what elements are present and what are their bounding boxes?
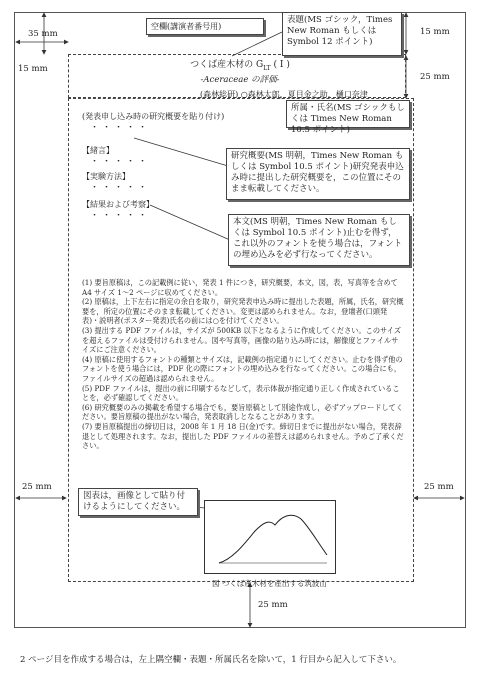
figure-image — [204, 500, 336, 574]
dots-3: ・・・・・ — [90, 183, 151, 193]
title-callout: 表題(MS ゴシック，Times New Roman もしくは Symbol 12 ポイント) — [282, 12, 402, 56]
mountain-illustration — [205, 501, 337, 575]
note-item: (6) 研究概要のみの掲載を希望する場合でも，要旨原稿として別途作成し，必ずアップロードしてください。要旨原稿の提出がない場合，発表取消しとなることがあります。 — [82, 402, 404, 422]
dim-side-left: 25 mm — [22, 482, 52, 492]
note-item: (4) 原稿に使用するフォントの種類とサイズは，記載例の指定通りにしてください。止むを得ず他のフォントを使う場合には，PDF 化の際にフォントの埋め込みを行なってください。この場合にも，ファイルサイズの超過は認められません。 — [82, 354, 403, 383]
dots-1: ・・・・・ — [90, 123, 151, 133]
dots-2: ・・・・・ — [90, 157, 151, 167]
dim-side-right: 25 mm — [424, 482, 454, 492]
figure-caption: 図 つくば産木材を産出する筑波山 — [212, 579, 327, 588]
section-results: 【結果および考察】 — [82, 200, 154, 209]
dim-top-margin-right: 15 mm — [420, 27, 450, 37]
note-item: (7) 要旨原稿提出の締切日は，2008 年 1 月 18 日(金)です。締切日までに提出がない場合，発表辞退として処理されます。なお，提出した PDF ファイルの差替えは認められません。予めご了承ください。 — [82, 421, 404, 451]
figure-callout: 図表は，画像として貼り付けるようにしてください。 — [78, 488, 198, 516]
body-font-callout: 本文(MS 明朝，Times New Roman もしくは Symbol 10.5 ポイント)止むを得ず，これ以外のフォントを使う場合は，フォントの埋め込みを必ず行なってください。 — [228, 214, 410, 266]
authors: (森林総研) ○森林太郎，夏目金之助，樋口奈津 — [200, 90, 368, 99]
note-item: (3) 提出する PDF ファイルは，サイズが 500KB 以下となるように作成してください。このサイズを超えるファイルは受付けられません。図や写真等，画像の貼り込み時には，解像度とファイルサイズにご注意ください。 — [82, 325, 402, 355]
paper-subtitle: -Aceraceae の評価- — [200, 75, 280, 85]
instruction-notes — [82, 278, 404, 451]
dim-top-margin: 15 mm — [18, 64, 48, 74]
section-methods: 【実験方法】 — [82, 172, 130, 181]
affiliation-callout: 所属・氏名(MS ゴシックもしくは Times New Roman 10.5 ポイント) — [286, 100, 410, 128]
note-item: (1) 要旨原稿は，この記載例に従い，発表 1 件につき，研究概要，本文，図，表，写真等を含めて A4 サイズ 1～2 ページに収めてください。 — [82, 278, 398, 297]
paste-note: (発表申し込み時の研究概要を貼り付け) — [82, 112, 225, 121]
dim-bottom: 25 mm — [258, 600, 288, 610]
note-item: (2) 原稿は，上下左右に指定の余白を取り，研究発表申込み時に提出した表題，所属，氏名，研究概要を，所定の位置にそのまま転載してください。変更は認められません。なお，登壇者(口頭発表)・説明者(ポスター発表)氏名の前には○を付けてください。 — [82, 297, 404, 326]
footer-note: 2 ページ目を作成する場合は，左上隅空欄・表題・所属氏名を除いて，1 行目から記入して下さい。 — [20, 655, 402, 665]
dim-left-margin: 35 mm — [28, 29, 58, 39]
dim-header-gap: 25 mm — [420, 72, 450, 82]
blank-label-callout: 空欄(講演者番号用) — [146, 18, 264, 35]
abstract-callout: 研究概要(MS 明朝，Times New Roman もしくは Symbol 10.5 ポイント)研究発表申込み時に提出した研究概要を，この位置にそのまま転載してください。 — [226, 148, 410, 200]
dots-4: ・・・・・ — [90, 211, 151, 221]
section-intro: 【緒言】 — [82, 146, 114, 155]
note-item: (5) PDF ファイルは，提出の前に印刷するなどして，表示体裁が指定通り正しく作成されていることを，必ず確認してください。 — [82, 383, 400, 403]
paper-title: つくば産木材の $G_{LT}$ ( I ) — [190, 60, 290, 72]
